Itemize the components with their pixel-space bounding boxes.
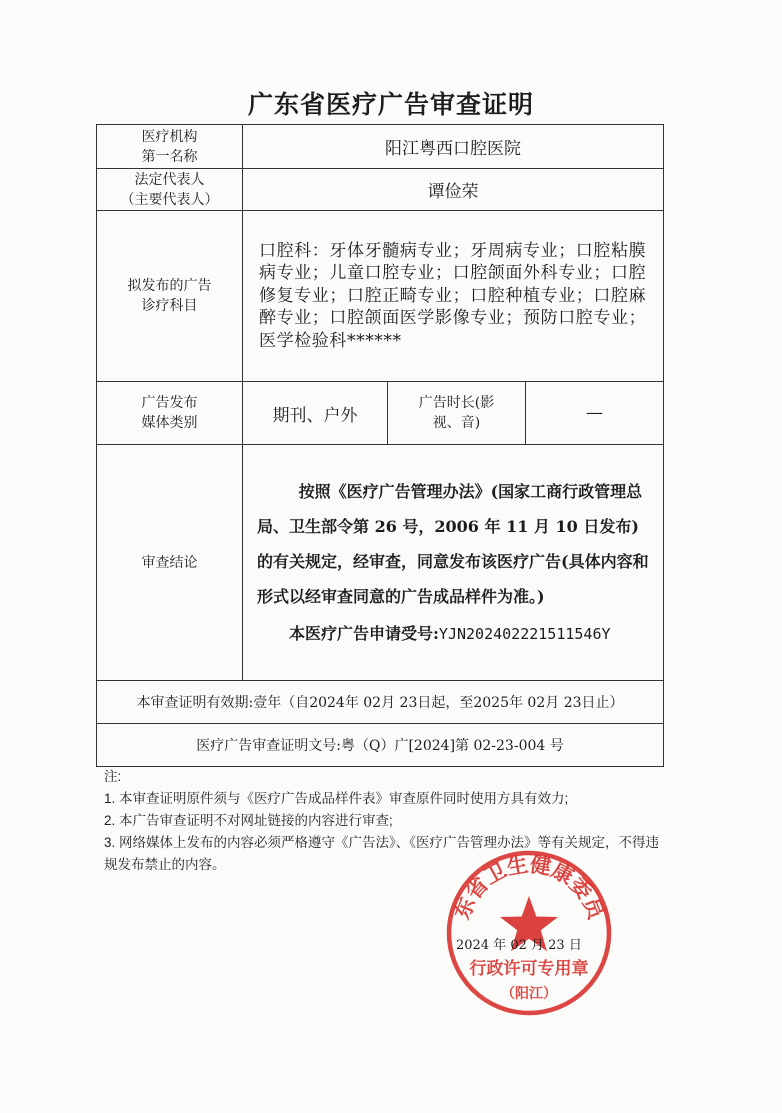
document-title: 广东省医疗广告审查证明 [247,90,534,119]
row-media [97,382,664,445]
duration-label [388,382,526,445]
duration-value: — [526,382,664,445]
representative-value: 谭俭荣 [243,169,664,211]
media-value: 期刊、户外 [243,382,388,445]
row-scope [97,211,664,382]
row-institution [97,125,664,169]
media-label [97,382,243,445]
seal-bottom-text: （阳江） [501,986,557,1002]
media-label-line2: 媒体类别 [141,415,198,431]
institution-label-line1: 医疗机构 [141,128,198,145]
representative-label-line2: （主要代表人） [120,191,219,208]
issue-date: 2024 年 02 月 23 日 [456,938,582,953]
institution-label-line2: 第一名称 [141,148,198,165]
note-item: 3. 网络媒体上发布的内容必须严格遵守《广告法》、《医疗广告管理办法》等有关规定，不得违规发布禁止的内容。 [104,835,660,872]
conclusion-cell [243,445,664,681]
scope-label-line1: 拟发布的广告 [127,278,212,294]
application-line [257,616,653,652]
representative-label [97,169,243,211]
institution-value: 阳江粤西口腔医院 [243,125,664,169]
application-number: YJN202402221511546Y [438,624,611,643]
institution-label [97,125,243,169]
scope-value: 口腔科：牙体牙髓病专业；牙周病专业；口腔粘膜病专业；儿童口腔专业；口腔颌面外科专业；口腔修复专业；口腔正畸专业；口腔种植专业；口腔麻醉专业；口腔颌面医学影像专业；预防口腔专业；医学检验科****** [243,211,664,382]
certificate-table [96,124,664,767]
row-representative [97,169,664,211]
row-conclusion [97,445,664,681]
note-item: 1. 本审查证明原件须与《医疗广告成品样件表》审查原件同时使用方具有效力; [104,791,569,806]
validity-text: 本审查证明有效期:壹年（自2024年 02月 23日起，至2025年 02月 23日止） [97,681,664,724]
media-label-line1: 广告发布 [141,395,198,411]
row-doc-number [97,724,664,767]
conclusion-label: 审查结论 [97,445,243,681]
official-seal [444,848,614,1018]
row-validity [97,681,664,724]
seal-ring-textpath: 东省卫生健康委员 [449,851,609,923]
note-item: 2. 本广告审查证明不对网址链接的内容进行审查; [104,813,393,828]
doc-number-text: 医疗广告审查证明文号:粤（Q）广[2024]第 02-23-004 号 [97,724,664,767]
duration-label-line2: 视、音) [432,415,481,431]
duration-label-line1: 广告时长(影 [418,395,495,411]
application-label: 本医疗广告申请受号: [289,623,439,643]
representative-label-line1: 法定代表人 [134,171,205,188]
conclusion-text: 按照《医疗广告管理办法》(国家工商行政管理总局、卫生部令第 26 号，2006 年 11 月 10 日发布)的有关规定，经审查，同意发布该医疗广告(具体内容和形式以经审查同意的广告成品样件为准。) [257,481,649,606]
notes-heading: 注: [104,769,122,784]
scope-label [97,211,243,382]
scope-label-line2: 诊疗科目 [141,298,198,314]
seal-center-text: 行政许可专用章 [469,959,589,979]
